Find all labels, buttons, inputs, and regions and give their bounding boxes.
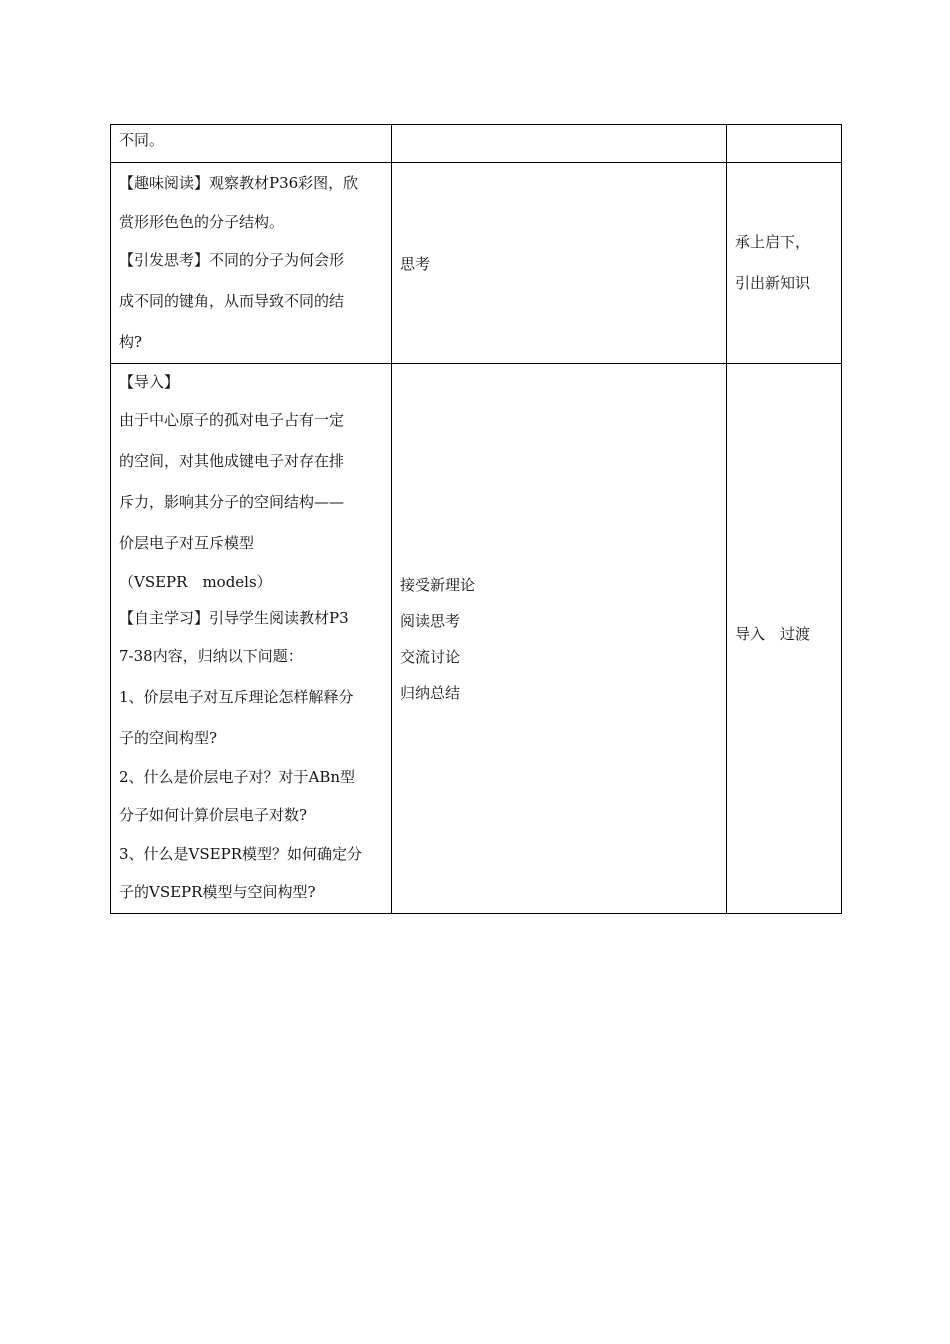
cell-text-line: 交流讨论 (400, 647, 461, 666)
cell-text-line: 7-38内容，归纳以下问题： (119, 647, 303, 665)
cell-text-line: 【自主学习】引导学生阅读教材P3 (119, 609, 349, 627)
student-activity-cell (392, 163, 727, 364)
lesson-plan-table (110, 124, 842, 914)
cell-text-line: 思考 (400, 254, 431, 273)
cell-text-line: 不同。 (119, 131, 165, 149)
table-row (111, 163, 842, 364)
student-activity-cell (392, 364, 727, 914)
cell-text-line: 成不同的键角，从而导致不同的结 (119, 292, 345, 310)
cell-text-line: 1、价层电子对互斥理论怎样解释分 (119, 688, 354, 706)
cell-text-line: 分子如何计算价层电子对数? (119, 806, 308, 824)
design-intent-cell (727, 125, 842, 163)
cell-text-line: 子的VSEPR模型与空间构型? (119, 883, 316, 901)
cell-text-line: 引出新知识 (735, 274, 811, 292)
cell-text-line: 【趣味阅读】观察教材P36彩图，欣 (119, 174, 359, 192)
cell-text-line: 接受新理论 (400, 575, 476, 594)
teacher-activity-cell (111, 364, 392, 914)
cell-text-line: 的空间，对其他成键电子对存在排 (119, 452, 345, 470)
cell-text-line: 承上启下， (735, 233, 811, 251)
cell-text-line: （VSEPR models） (119, 573, 272, 591)
cell-text-line: 子的空间构型? (119, 729, 218, 747)
cell-text-line: 赏形形色色的分子结构。 (119, 213, 285, 231)
table-row (111, 125, 842, 163)
teacher-activity-cell (111, 163, 392, 364)
cell-text-line: 价层电子对互斥模型 (119, 534, 255, 552)
teacher-activity-cell (111, 125, 392, 163)
student-activity-cell (392, 125, 727, 163)
cell-text-line: 3、什么是VSEPR模型？如何确定分 (119, 845, 362, 863)
design-intent-cell (727, 364, 842, 914)
table-row (111, 364, 842, 914)
cell-text-line: 由于中心原子的孤对电子占有一定 (119, 411, 345, 429)
cell-text-line: 【引发思考】不同的分子为何会形 (119, 251, 345, 269)
cell-text-line: 导入 过渡 (735, 625, 811, 643)
cell-text-line: 2、什么是价层电子对？对于ABn型 (119, 768, 356, 786)
cell-text-line: 归纳总结 (400, 683, 461, 702)
cell-text-line: 阅读思考 (400, 611, 461, 630)
cell-text-line: 构? (119, 333, 143, 351)
cell-text-line: 斥力，影响其分子的空间结构—— (119, 493, 345, 511)
cell-text-line: 【导入】 (119, 373, 180, 391)
design-intent-cell (727, 163, 842, 364)
